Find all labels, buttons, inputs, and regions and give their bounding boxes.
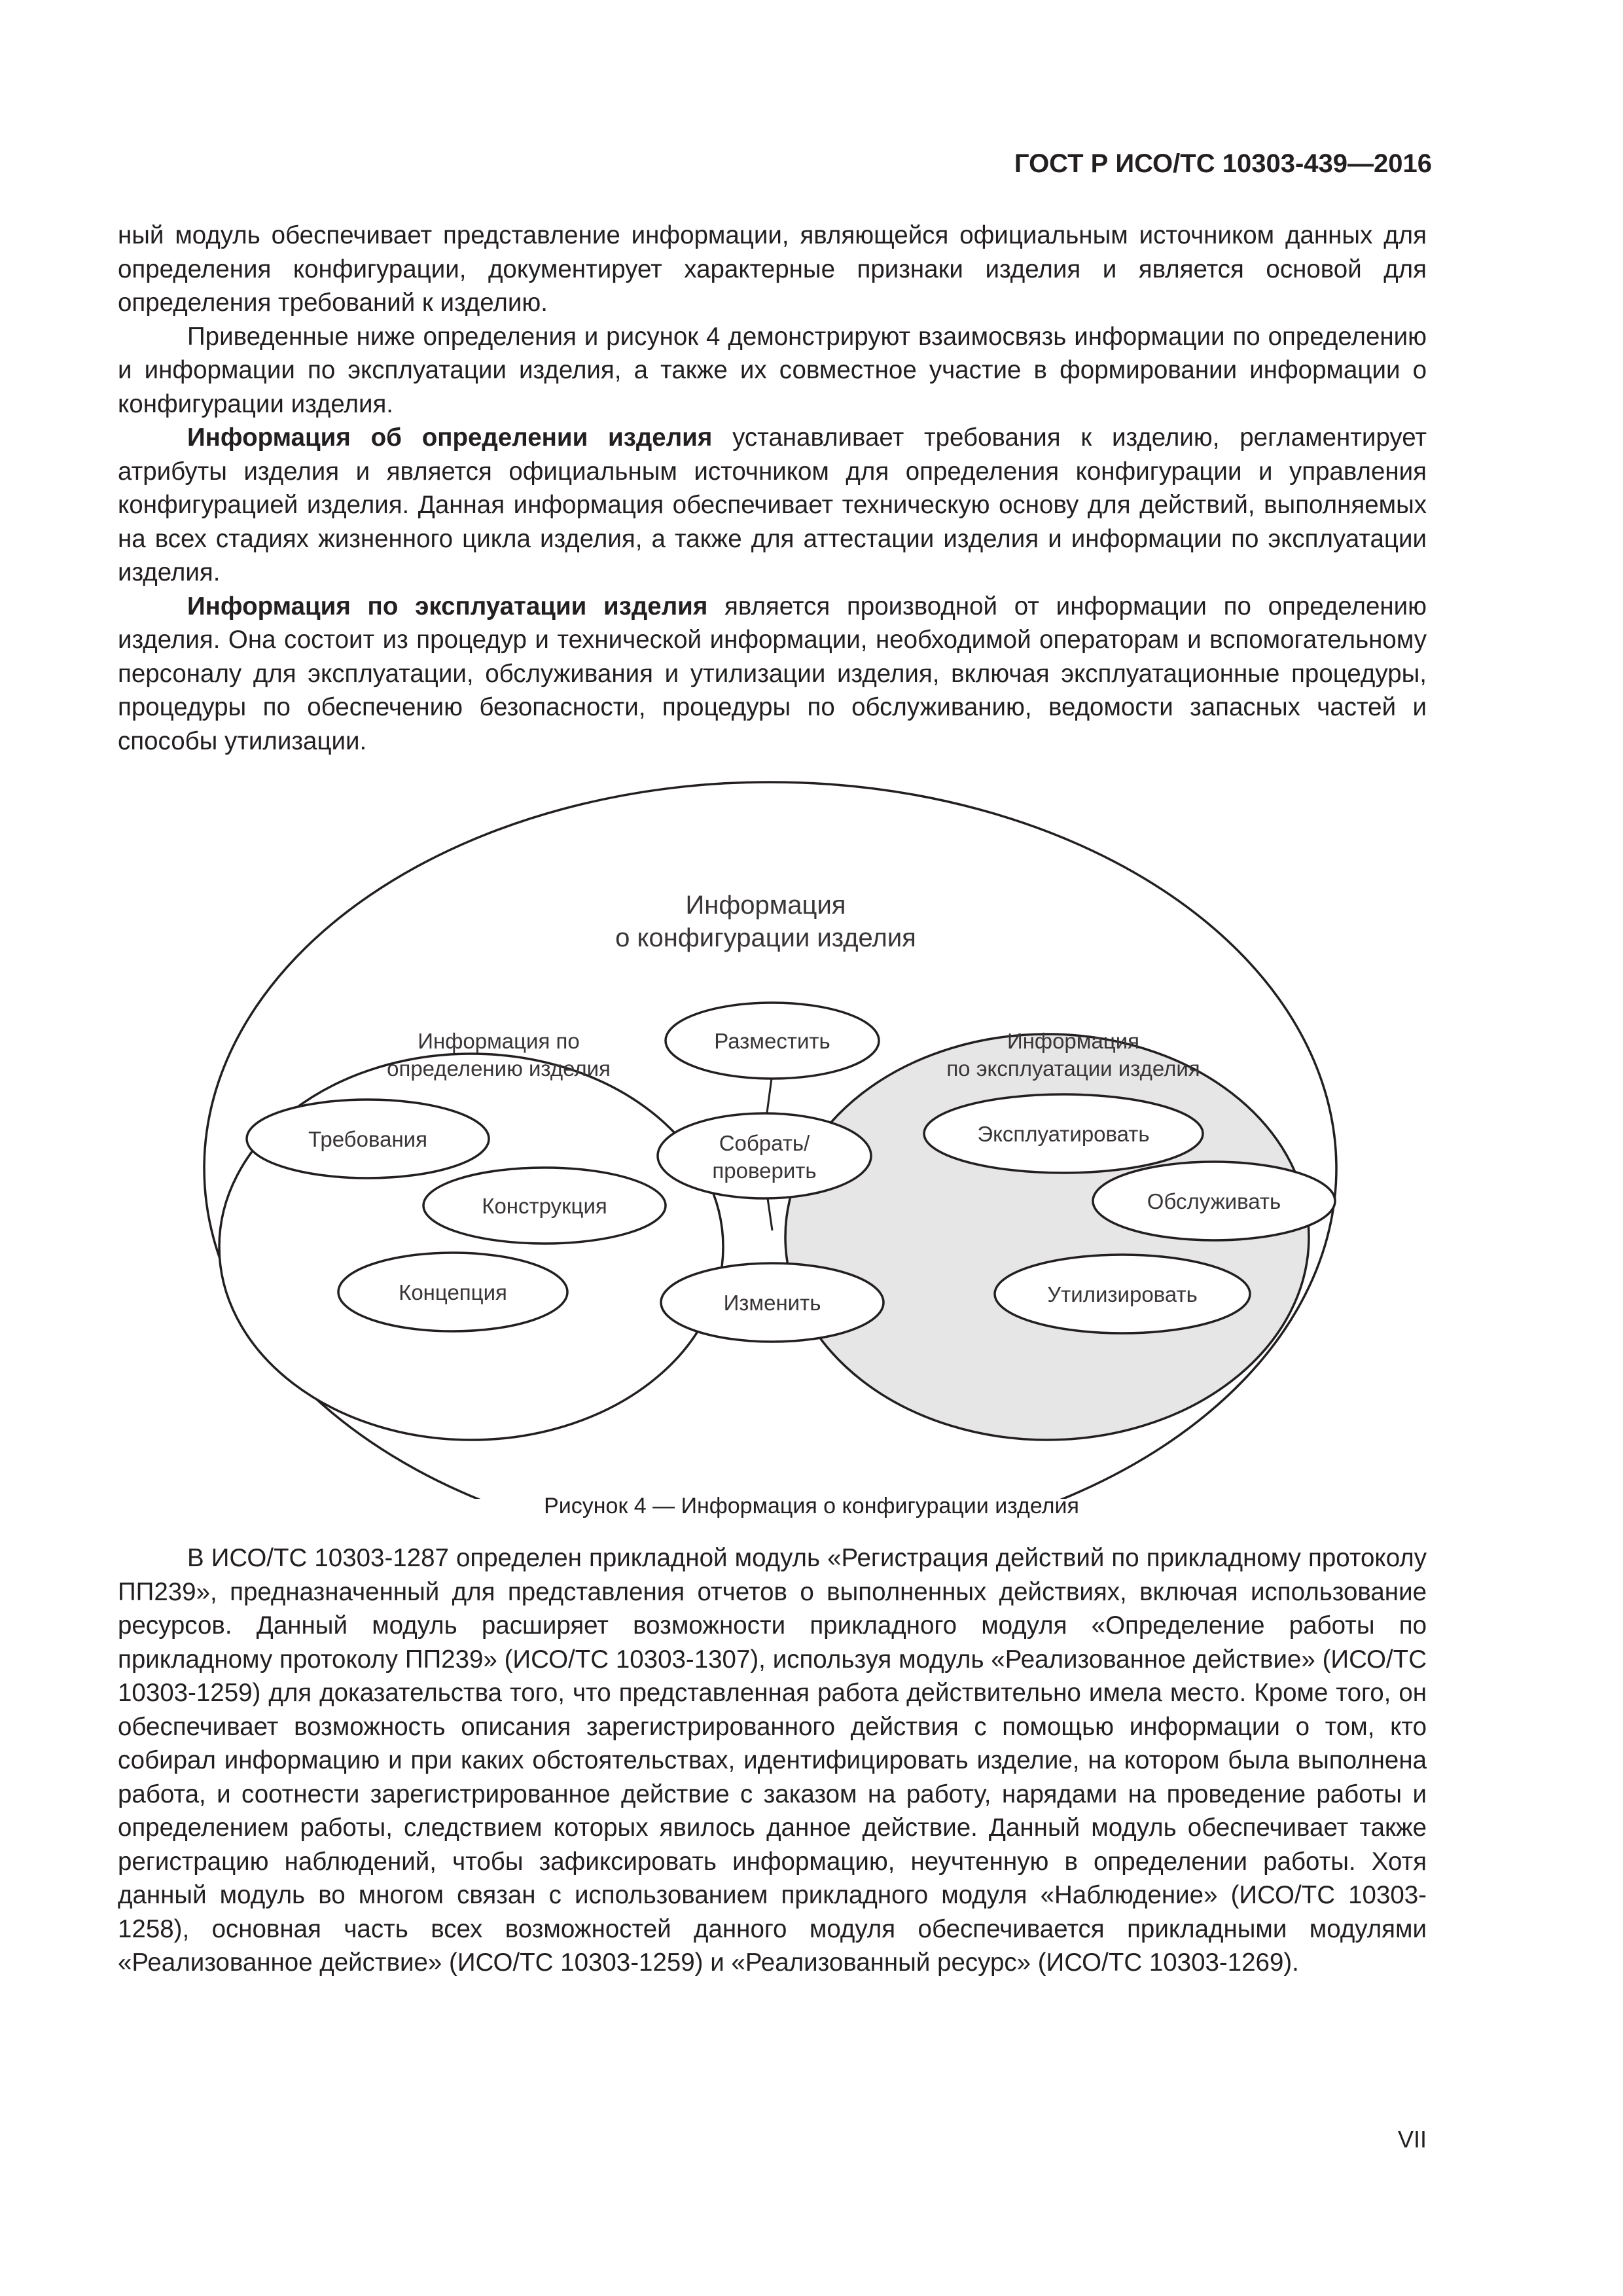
node-change-label: Изменить: [723, 1291, 821, 1315]
right-title-line2: по эксплуатации изделия: [946, 1056, 1200, 1081]
left-title-line2: определению изделия: [387, 1056, 611, 1081]
definition-text: устанавливает требования к изделию, регламентирует атрибуты изделия и является официальным источником для определения конфигурации и управления конфигурацией изделия. Данная информация обеспечивает техническую основу для действий, выполняемых на всех стадиях жизненного цикла изделия, а также для аттестации изделия и информации по эксплуатации изделия.: [118, 423, 1427, 586]
node-place-label: Разместить: [714, 1029, 830, 1053]
node-operate-label: Эксплуатировать: [977, 1122, 1150, 1146]
document-header: ГОСТ Р ИСО/ТС 10303-439—2016: [1014, 149, 1432, 178]
figure-diagram: [196, 766, 1348, 1499]
text-block-bottom: [118, 1541, 1427, 1980]
right-title-line1: Информация: [1007, 1029, 1140, 1053]
node-collect-label-line2: проверить: [712, 1158, 817, 1183]
paragraph: В ИСО/ТС 10303-1287 определен прикладной модуль «Регистрация действий по прикладному протоколу ПП239», предназначенный для представления отчетов о выполненных действиях, включая использование ресурсов. Данный модуль расширяет возможности прикладного модуля «Определение работы по прикладному протоколу ПП239» (ИСО/ТС 10303-1307), используя модуль «Реализованное действие» (ИСО/ТС 10303-1259) для доказательства того, что представленная работа действительно имела место. Кроме того, он обеспечивает возможность описания зарегистрированного действия с помощью информации о том, кто собирал информацию и при каких обстоятельствах, идентифицировать изделие, на котором была выполнена работа, и соотнести зарегистрированное действие с заказом на работу, нарядами на проведение работы и определением работы, следствием которых явилось данное действие. Данный модуль обеспечивает также регистрацию наблюдений, чтобы зафиксировать информацию, неучтенную в определении работы. Хотя данный модуль во многом связан с использованием прикладного модуля «Наблюдение» (ИСО/ТС 10303-1258), основная часть всех возможностей данного модуля обеспечивается прикладными модулями «Реализованное действие» (ИСО/ТС 10303-1259) и «Реализованный ресурс» (ИСО/ТС 10303-1269).: [118, 1544, 1427, 1977]
paragraph: Приведенные ниже определения и рисунок 4 демонстрируют взаимосвязь информации по определению и информации по эксплуатации изделия, а также их совместное участие в формировании информации о конфигурации изделия.: [118, 322, 1427, 418]
outer-title-line1: Информация: [685, 891, 846, 920]
node-collect: [658, 1113, 871, 1198]
node-maintain-label: Обслуживать: [1147, 1189, 1281, 1213]
left-title-line1: Информация по: [418, 1029, 580, 1053]
node-concept-label: Концепция: [399, 1280, 507, 1304]
paragraph-definition: [118, 590, 1427, 759]
node-collect-label-line1: Собрать/: [719, 1131, 810, 1155]
term: Информация по эксплуатации изделия: [187, 592, 708, 620]
outer-title-line2: о конфигурации изделия: [615, 924, 916, 952]
node-construction-label: Конструкция: [482, 1194, 607, 1218]
paragraph: ный модуль обеспечивает представление информации, являющейся официальным источником данных для определения конфигурации, документирует характерные признаки изделия и является основой для определения требований к изделию.: [118, 221, 1427, 317]
page-number: VII: [1397, 2126, 1427, 2153]
configuration-diagram: [196, 766, 1348, 1499]
text-block-top: [118, 219, 1427, 758]
paragraph-definition: [118, 421, 1427, 590]
node-dispose-label: Утилизировать: [1047, 1282, 1198, 1306]
definition-text: является производной от информации по определению изделия. Она состоит из процедур и технической информации, необходимой операторам и вспомогательному персоналу для эксплуатации, обслуживания и утилизации изделия, включая эксплуатационные процедуры, процедуры по обеспечению безопасности, процедуры по обслуживанию, ведомости запасных частей и способы утилизации.: [118, 592, 1427, 755]
node-requirements-label: Требования: [308, 1127, 427, 1151]
term: Информация об определении изделия: [187, 423, 713, 452]
figure-caption: Рисунок 4 — Информация о конфигурации изделия: [544, 1494, 1079, 1518]
